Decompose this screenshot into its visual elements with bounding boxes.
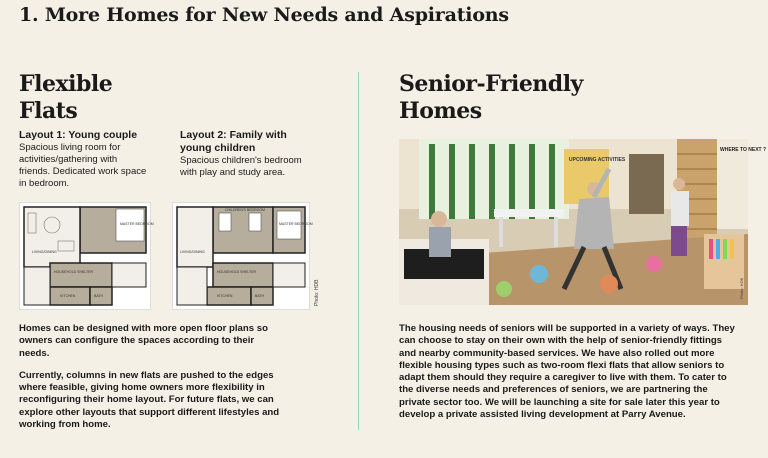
photo-where-to-next-text: WHERE TO NEXT ? <box>720 147 767 153</box>
left-body-text <box>19 323 287 441</box>
plan1-label-living: LIVING/DINING <box>32 250 57 254</box>
flexible-flats-heading <box>19 71 112 125</box>
layout-2-title: Layout 2: Family with young children <box>180 129 287 154</box>
layout-2-caption <box>180 129 315 179</box>
heading-line-1: Senior-Friendly <box>399 71 583 97</box>
plan2-label-shelter: HOUSEHOLD SHELTER <box>217 270 257 274</box>
left-paragraph-2: Currently, columns in new flats are pushed to the edges where feasible, giving home owners more flexibility in reconfiguring their home layout. For future flats, we can explore other layouts that support different lifestyles and working from home. <box>19 369 280 431</box>
floor-plan-2-drawing <box>173 203 313 309</box>
page-title: 1. More Homes for New Needs and Aspirations <box>19 4 509 26</box>
layout-1-desc: Spacious living room for activities/gathering with friends. Dedicated work space in bedroom. <box>19 142 147 189</box>
layout-2-desc: Spacious children's bedroom with play and study area. <box>180 155 302 178</box>
heading-line-2: Homes <box>399 98 482 124</box>
layout-1-caption <box>19 129 149 190</box>
senior-friendly-home-photo <box>399 139 767 305</box>
right-paragraph: The housing needs of seniors will be supported in a variety of ways. They can choose to stay on their own with the help of senior-friendly fittings and nearby community-based services. We have also rolled out more flexible housing types such as two-room flexi flats that allow seniors to adapt them should they require a caregiver to live with them. To cater to the diverse needs and preferences of seniors, we are partnering the private sector too. We will be launching a site for sale later this year to develop a private assisted living development at Parry Avenue. <box>399 323 735 421</box>
right-body-text <box>399 323 739 431</box>
plan1-label-bath: BATH <box>94 294 104 298</box>
plan2-label-children: CHILDREN'S BEDROOM <box>225 208 265 212</box>
column-divider <box>358 72 359 430</box>
photo-credit-right: Photo: HDB <box>739 277 744 299</box>
left-paragraph-1: Homes can be designed with more open floor plans so owners can configure the spaces according to their needs. <box>19 323 268 359</box>
photo-upcoming-activities-text: UPCOMING ACTIVITIES <box>569 157 626 163</box>
plan2-label-bath: BATH <box>255 294 265 298</box>
plan1-label-kitchen: KITCHEN <box>60 294 76 298</box>
floor-plan-layout-1 <box>19 202 154 310</box>
plan1-label-shelter: HOUSEHOLD SHELTER <box>54 270 94 274</box>
heading-line-1: Flexible <box>19 71 113 97</box>
heading-line-2: Flats <box>19 98 78 124</box>
floor-plan-layout-2 <box>172 202 313 310</box>
layout-1-title: Layout 1: Young couple <box>19 129 138 141</box>
senior-photo-illustration <box>399 139 767 305</box>
floor-plan-1-drawing <box>20 203 154 309</box>
plan2-label-kitchen: KITCHEN <box>217 294 233 298</box>
plan1-label-master: MASTER BEDROOM <box>120 222 154 226</box>
plan2-label-living: LIVING/DINING <box>180 250 205 254</box>
senior-friendly-heading <box>399 71 583 125</box>
left-photo-credit: Photo: HDB <box>314 279 320 306</box>
plan2-label-master: MASTER BEDROOM <box>279 222 313 226</box>
